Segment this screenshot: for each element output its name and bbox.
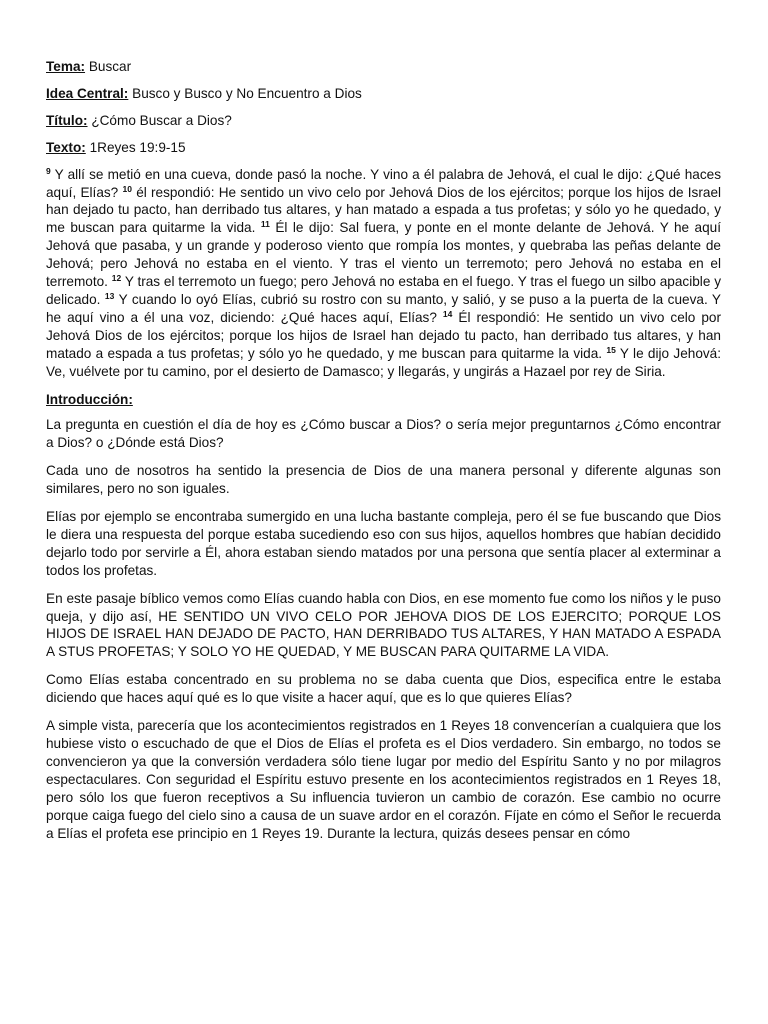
tema-line bbox=[46, 58, 721, 76]
intro-paragraph: Cada uno de nosotros ha sentido la presencia de Dios de una manera personal y diferente algunas son similares, pero no son iguales. bbox=[46, 463, 721, 497]
verse-text: Y allí se metió en una cueva, donde pasó la noche. Y vino a él palabra de Jehová, el cual le dijo: ¿Qué haces aquí, Elías? bbox=[46, 166, 721, 200]
scripture-passage bbox=[46, 166, 721, 381]
introduction-heading: Introducción: bbox=[46, 391, 133, 407]
verse-text: Y le dijo Jehová: Ve, vuélvete por tu camino, por el desierto de Damasco; y llegarás, y ungirás a Hazael por rey de Siria. bbox=[46, 345, 722, 379]
verse-number: 14 bbox=[442, 308, 453, 319]
intro-paragraph: En este pasaje bíblico vemos como Elías cuando habla con Dios, en ese momento fue como los niños y le puso queja, y dijo así, HE SENTIDO UN VIVO CELO POR JEHOVA DIOS DE LOS EJERCITO; PORQUE LOS HIJOS DE ISRAEL HAN DEJADO DE PACTO, HAN DERRIBADO TUS ALTARES, Y HAN MATADO A ESPADA A STUS PROFETAS; Y SOLO YO HE QUEDAD, Y ME BUSCAN PARA QUITARME LA VIDA. bbox=[46, 590, 721, 660]
tema-value: Buscar bbox=[88, 59, 132, 74]
verse-number: 15 bbox=[606, 344, 616, 355]
idea-central-line bbox=[46, 85, 721, 103]
texto-label: Texto: bbox=[46, 139, 86, 155]
titulo-value: ¿Cómo Buscar a Dios? bbox=[91, 112, 232, 128]
verse-number: 12 bbox=[111, 273, 122, 284]
idea-central-label: Idea Central: bbox=[46, 85, 129, 101]
tema-label: Tema: bbox=[46, 59, 86, 74]
texto-value: 1Reyes 19:9-15 bbox=[89, 139, 186, 155]
titulo-label: Título: bbox=[46, 112, 88, 128]
intro-paragraph: A simple vista, parecería que los acontecimientos registrados en 1 Reyes 18 convencerían a cualquiera que los hubiese visto o escuchado de que el Dios de Elías el profeta es el Dios verdadero. Sin embargo, no todos se convencieron ya que la conversión verdadera sólo tiene lugar por medio del Espíritu Santo y no por milagros espectaculares. Con seguridad el Espíritu estuvo presente en los acontecimientos registrados en 1 Reyes 18, pero sólo los que fueron receptivos a Su influencia tuvieron un cambio de corazón. Ese cambio no ocurre porque caiga fuego del cielo sino a causa de un suave ardor en el corazón. Fíjate en cómo el Señor le recuerda a Elías el profeta ese principio en 1 Reyes 19. Durante la lectura, quizás desees pensar en cómo bbox=[46, 718, 721, 841]
verse-number: 10 bbox=[122, 183, 132, 194]
titulo-line bbox=[46, 112, 721, 130]
idea-central-value: Busco y Busco y No Encuentro a Dios bbox=[132, 85, 362, 101]
verse-text: Y cuando lo oyó Elías, cubrió su rostro con su manto, y salió, y se puso a la puerta de la cueva. Y he aquí vino a él una voz, diciendo: ¿Qué haces aquí, Elías? bbox=[46, 291, 722, 325]
texto-line bbox=[46, 139, 721, 157]
verse-number: 11 bbox=[260, 219, 270, 230]
verse-text: Y tras el terremoto un fuego; pero Jehová no estaba en el fuego. Y tras el fuego un silbo apacible y delicado. bbox=[46, 274, 721, 307]
verse-number: 9 bbox=[46, 165, 51, 176]
verse-text: Él respondió: He sentido un vivo celo por Jehová Dios de los ejércitos; porque los hijos de Israel han dejado tu pacto, han derribado tus altares, y han matado a espada a tus profetas; y sólo yo he quedado, y me buscan para quitarme la vida. bbox=[46, 309, 721, 361]
document-page bbox=[46, 58, 721, 852]
intro-paragraph: Como Elías estaba concentrado en su problema no se daba cuenta que Dios, especifica entre le estaba diciendo que haces aquí qué es lo que visite a hacer aquí, que es lo que quieres Elías? bbox=[46, 672, 721, 706]
intro-paragraph: Elías por ejemplo se encontraba sumergido en una lucha bastante compleja, pero él se fue buscando que Dios le diera una respuesta del porque estaba sucediendo eso con sus hijos, aquellos hombres que habían decidido dejarlo todo por servirle a Él, ahora estaban siendo matados por una persona que sentía placer al exterminar a todos los profetas. bbox=[46, 509, 721, 578]
intro-paragraph: La pregunta en cuestión el día de hoy es ¿Cómo buscar a Dios? o sería mejor preguntarnos ¿Cómo encontrar a Dios? o ¿Dónde está Dios? bbox=[46, 417, 721, 451]
verse-text: él respondió: He sentido un vivo celo por Jehová Dios de los ejércitos; porque los hijos de Israel han dejado tu pacto, han derribado tus altares, y han matado a espada a tus profetas; y sólo yo he quedado, y me buscan para quitarme la vida. bbox=[46, 184, 722, 236]
verse-text: Él le dijo: Sal fuera, y ponte en el monte delante de Jehová. Y he aquí Jehová que pasaba, y un grande y poderoso viento que rompía los montes, y quebraba las peñas delante de Jehová; pero Jehová no estaba en el viento. Y tras el viento un terremoto; pero Jehová no estaba en el terremoto. bbox=[46, 220, 722, 290]
introduction-heading-line bbox=[46, 391, 721, 409]
verse-number: 13 bbox=[104, 290, 115, 301]
